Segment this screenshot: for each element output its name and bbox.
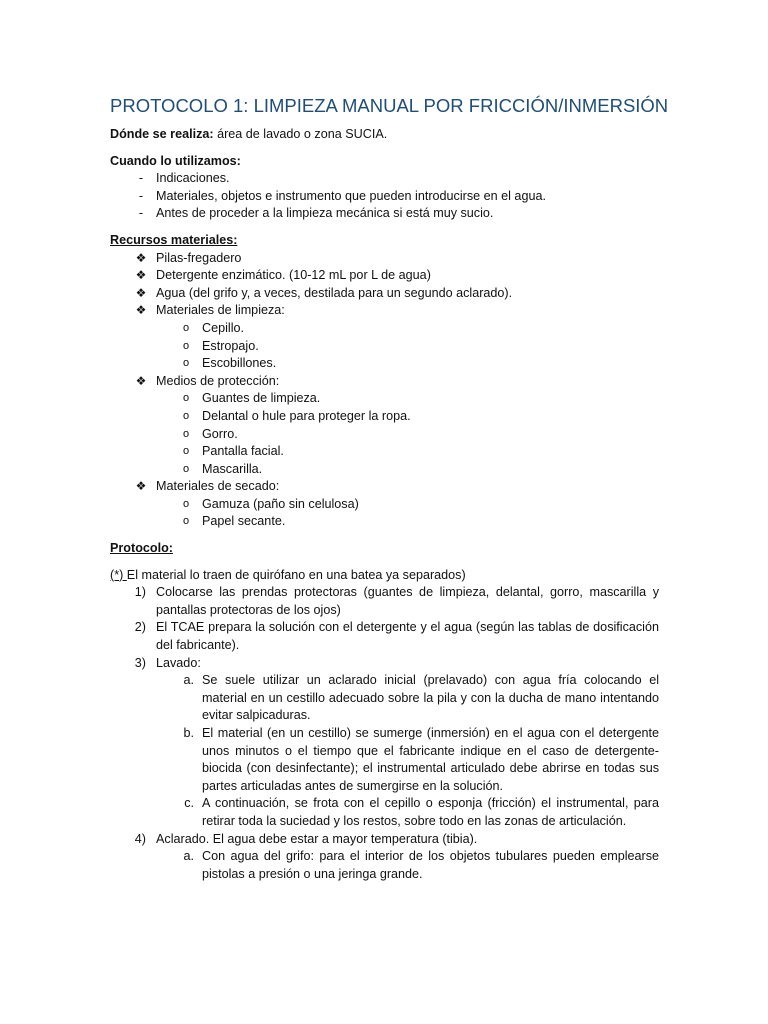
list-item: ❖ Detergente enzimático. (10-12 mL por L de agua) <box>110 267 659 285</box>
diamond-bullet-icon: ❖ <box>135 479 147 494</box>
sub-list-item: o Guantes de limpieza. <box>110 390 659 408</box>
when-heading: Cuando lo utilizamos: <box>110 153 241 168</box>
where-text: área de lavado o zona SUCIA. <box>213 127 388 141</box>
resources-heading: Recursos materiales: <box>110 232 238 247</box>
circle-bullet-icon: o <box>182 462 190 475</box>
list-item: - Antes de proceder a la limpieza mecánica si está muy sucio. <box>110 205 659 223</box>
sub-list-item: o Papel secante. <box>110 513 659 531</box>
circle-bullet-icon: o <box>182 445 190 458</box>
list-item: - Indicaciones. <box>110 170 659 188</box>
list-item: ❖ Agua (del grifo y, a veces, destilada para un segundo aclarado). <box>110 285 659 303</box>
sub-step-item: a. Con agua del grifo: para el interior de los objetos tubulares pueden emplearse pistolas a presión o una jeringa grande. <box>183 849 659 881</box>
circle-bullet-icon: o <box>182 515 190 528</box>
protocol-steps <box>110 584 659 883</box>
list-item: ❖ Medios de protección: <box>110 373 659 391</box>
circle-bullet-icon: o <box>182 357 190 370</box>
sub-step-item: a. Se suele utilizar un aclarado inicial (prelavado) con agua fría colocando el material en un cestillo adecuado sobre la pila y con la ducha de mano intentando evitar salpicaduras. <box>183 673 659 723</box>
sub-step-item: c. A continuación, se frota con el cepillo o esponja (fricción) el instrumental, para retirar toda la suciedad y los restos, sobre todo en las zonas de articulación. <box>184 796 659 828</box>
list-item: ❖ Materiales de secado: <box>110 478 659 496</box>
diamond-bullet-icon: ❖ <box>135 250 147 265</box>
dash-bullet: - <box>138 188 144 203</box>
circle-bullet-icon: o <box>182 409 190 422</box>
step-item: 4) Aclarado. El agua debe estar a mayor temperatura (tibia). <box>134 831 478 846</box>
where-line <box>110 126 659 144</box>
diamond-bullet-icon: ❖ <box>135 285 147 300</box>
circle-bullet-icon: o <box>182 427 190 440</box>
circle-bullet-icon: o <box>182 339 190 352</box>
circle-bullet-icon: o <box>182 392 190 405</box>
list-item: ❖ Materiales de limpieza: <box>110 302 659 320</box>
resources-list <box>110 250 659 532</box>
circle-bullet-icon: o <box>182 497 190 510</box>
document-page <box>110 94 669 883</box>
diamond-bullet-icon: ❖ <box>135 303 147 318</box>
sub-list-item: o Gamuza (paño sin celulosa) <box>110 496 659 514</box>
sub-list-item: o Delantal o hule para proteger la ropa. <box>110 408 659 426</box>
list-item: - Materiales, objetos e instrumento que pueden introducirse en el agua. <box>110 188 659 206</box>
diamond-bullet-icon: ❖ <box>135 373 147 388</box>
sub-list-item: o Pantalla facial. <box>110 443 659 461</box>
dash-bullet: - <box>138 206 144 221</box>
protocol-heading: Protocolo: <box>110 541 173 556</box>
protocol-note: (*) El material lo traen de quirófano en una batea ya separados) <box>110 567 466 582</box>
page-title: PROTOCOLO 1: LIMPIEZA MANUAL POR FRICCIÓN/INMERSIÓN <box>110 95 669 116</box>
note-mark: (*) <box>110 567 127 582</box>
circle-bullet-icon: o <box>182 321 190 334</box>
step-item: 3) Lavado: <box>134 655 201 670</box>
step-item: 2) El TCAE prepara la solución con el detergente y el agua (según las tablas de dosificación del fabricante). <box>134 620 659 653</box>
when-list <box>110 170 659 223</box>
sub-step-item: b. El material (en un cestillo) se sumerge (inmersión) en el agua con el detergente unos minutos o el tiempo que el fabricante indique en el caso de detergente-biocida (con desinfectante); el instrumental articulado debe abrirse en todas sus partes articuladas antes de sumergirse en la solución. <box>183 726 659 793</box>
where-label: Dónde se realiza: <box>110 127 214 141</box>
diamond-bullet-icon: ❖ <box>135 268 147 283</box>
step-item: 1) Colocarse las prendas protectoras (guantes de limpieza, delantal, gorro, mascarilla y pantallas protectoras de los ojos) <box>134 585 659 617</box>
dash-bullet: - <box>138 171 144 186</box>
sub-list-item: o Mascarilla. <box>110 461 659 479</box>
list-item: ❖ Pilas-fregadero <box>110 250 659 268</box>
sub-list-item: o Gorro. <box>110 426 659 444</box>
sub-list-item: o Escobillones. <box>110 355 659 373</box>
sub-list-item: o Cepillo. <box>110 320 659 338</box>
sub-list-item: o Estropajo. <box>110 338 659 356</box>
